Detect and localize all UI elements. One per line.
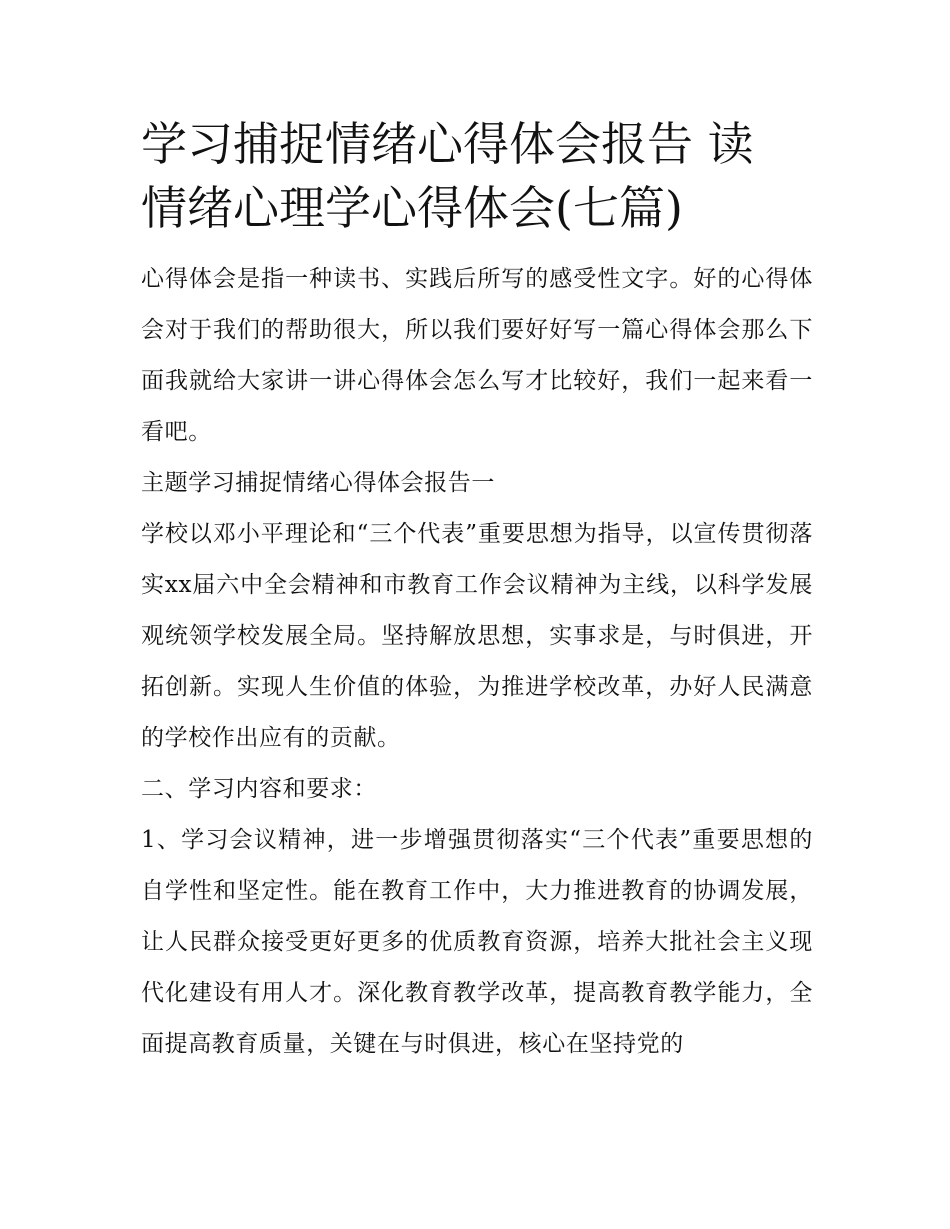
document-page (141, 112, 813, 1070)
title-line-2: 情绪心理学心得体会(七篇) (141, 181, 683, 235)
item-one-paragraph: 1、学习会议精神，进一步增强贯彻落实“三个代表”重要思想的自学性和坚定性。能在教育工作中，大力推进教育的协调发展，让人民群众接受更好更多的优质教育资源，培养大批社会主义现代化建设有用人才。深化教育教学改革，提高教育教学能力，全面提高教育质量，关键在与时俱进，核心在坚持党的 (141, 827, 813, 1057)
document-title (141, 112, 813, 240)
section-heading-report-one: 主题学习捕捉情绪心得体会报告一 (141, 470, 495, 496)
intro-paragraph: 心得体会是指一种读书、实践后所写的感受性文字。好的心得体会对于我们的帮助很大，所以我们要好好写一篇心得体会那么下面我就给大家讲一讲心得体会怎么写才比较好，我们一起来看一看吧。 (141, 266, 813, 445)
title-line-1: 学习捕捉情绪心得体会报告 读 (141, 117, 754, 171)
guiding-ideology-paragraph: 学校以邓小平理论和“三个代表”重要思想为指导，以宣传贯彻落实xx届六中全会精神和市教育工作会议精神为主线，以科学发展观统领学校发展全局。坚持解放思想，实事求是，与时俱进，开拓创新。实现人生价值的体验，为推进学校改革，办好人民满意的学校作出应有的贡献。 (141, 521, 813, 751)
section-heading-content-requirements: 二、学习内容和要求： (141, 776, 377, 802)
